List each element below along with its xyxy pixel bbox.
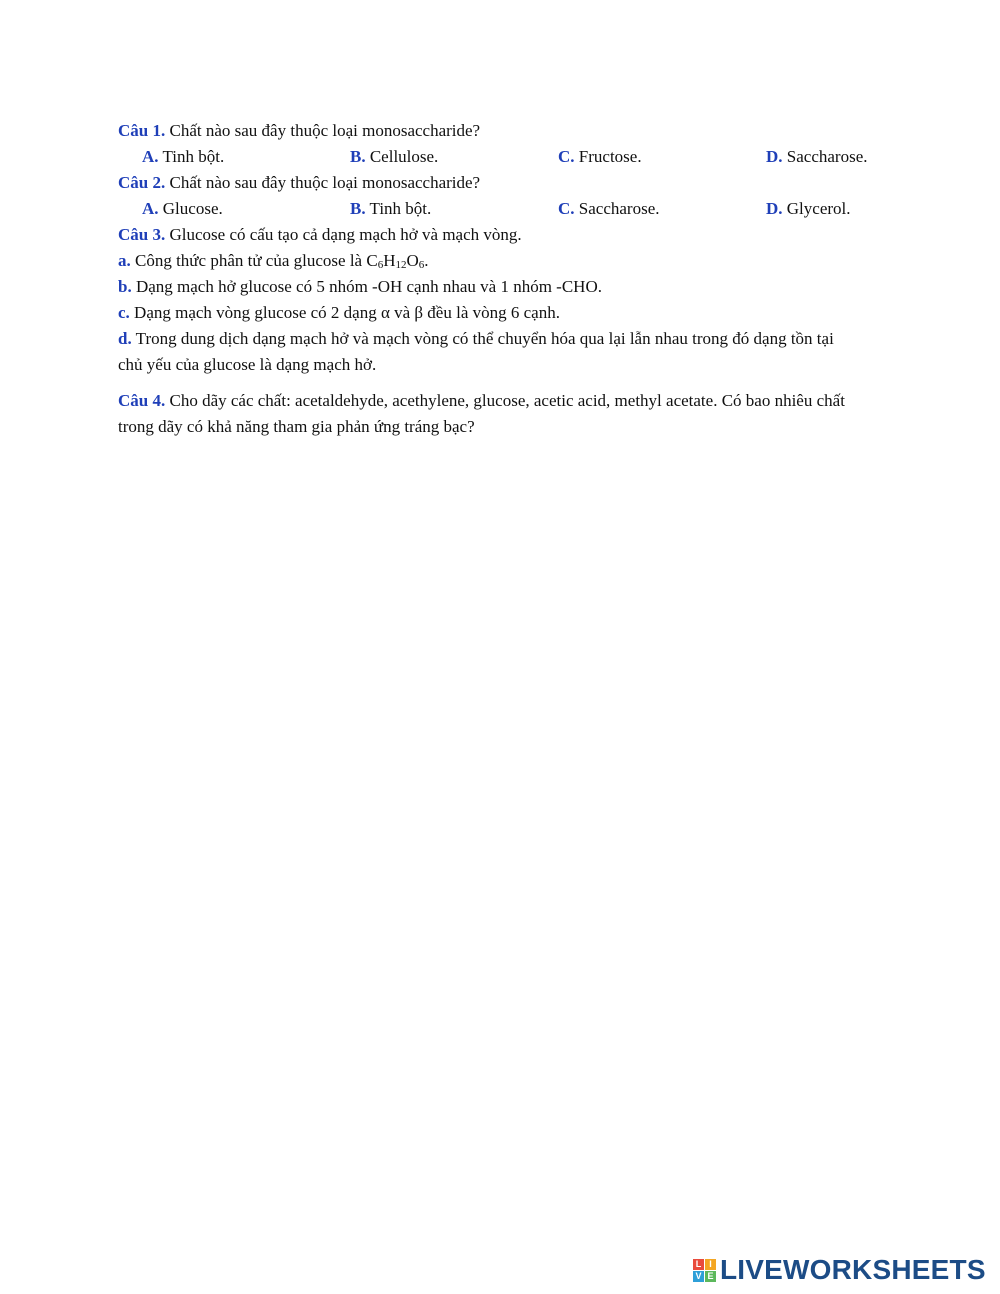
option-d xyxy=(766,196,851,222)
option-key: C. xyxy=(558,147,575,166)
question-3 xyxy=(118,222,888,248)
worksheet-content xyxy=(118,118,888,440)
question-4 xyxy=(118,388,878,440)
option-key: D. xyxy=(766,147,783,166)
question-2 xyxy=(118,170,888,196)
statement-d xyxy=(118,326,858,378)
option-d xyxy=(766,144,868,170)
option-a xyxy=(142,196,223,222)
option-key: B. xyxy=(350,147,366,166)
statement-text: Công thức phân tử của glucose là $C_6H_{12}O_6$. xyxy=(135,251,429,271)
question-text: Cho dãy các chất: acetaldehyde, acethylene, glucose, acetic acid, methyl acetate. Có bao nhiêu chất trong dãy có khả năng tham gia phản ứng tráng bạc? xyxy=(118,391,845,436)
option-text: Saccharose. xyxy=(578,199,660,218)
logo-text: LIVEWORKSHEETS xyxy=(720,1254,986,1285)
question-text: Chất nào sau đây thuộc loại monosaccharide? xyxy=(169,173,481,192)
option-text: Glycerol. xyxy=(786,199,851,218)
option-text: Cellulose. xyxy=(369,147,439,166)
statement-text: Dạng mạch vòng glucose có 2 dạng α và β đều là vòng 6 cạnh. xyxy=(134,303,560,322)
option-key: A. xyxy=(142,199,159,218)
statement-key: c. xyxy=(118,303,130,322)
statement-key: b. xyxy=(118,277,132,296)
option-text: Tinh bột. xyxy=(369,199,432,218)
statement-text: Dạng mạch hở glucose có 5 nhóm -OH cạnh nhau và 1 nhóm -CHO. xyxy=(135,277,602,296)
option-b xyxy=(350,196,431,222)
question-text: Chất nào sau đây thuộc loại monosaccharide? xyxy=(169,121,481,140)
statement-key: a. xyxy=(118,251,131,270)
liveworksheets-logo xyxy=(693,1253,986,1287)
option-key: B. xyxy=(350,199,366,218)
statement-key: d. xyxy=(118,329,132,348)
question-label: Câu 4. xyxy=(118,391,166,410)
statement-text: Trong dung dịch dạng mạch hở và mạch vòng có thể chuyển hóa qua lại lẫn nhau trong đó dạng tồn tại chủ yếu của glucose là dạng mạch hở. xyxy=(118,329,834,374)
question-2-options xyxy=(118,196,888,222)
question-text: Glucose có cấu tạo cả dạng mạch hở và mạch vòng. xyxy=(169,225,522,244)
option-text: Fructose. xyxy=(578,147,642,166)
option-key: A. xyxy=(142,147,159,166)
option-a xyxy=(142,144,224,170)
statement-c xyxy=(118,300,888,326)
question-label: Câu 2. xyxy=(118,173,166,192)
option-b xyxy=(350,144,438,170)
option-c xyxy=(558,196,660,222)
question-label: Câu 1. xyxy=(118,121,166,140)
option-c xyxy=(558,144,642,170)
option-text: Tinh bột. xyxy=(162,147,225,166)
statement-b xyxy=(118,274,888,300)
question-1-options xyxy=(118,144,888,170)
option-key: D. xyxy=(766,199,783,218)
question-label: Câu 3. xyxy=(118,225,166,244)
question-1 xyxy=(118,118,888,144)
liveworksheets-mark-icon: L I V E xyxy=(693,1259,716,1282)
statement-a xyxy=(118,248,888,274)
option-key: C. xyxy=(558,199,575,218)
option-text: Glucose. xyxy=(162,199,223,218)
option-text: Saccharose. xyxy=(786,147,868,166)
